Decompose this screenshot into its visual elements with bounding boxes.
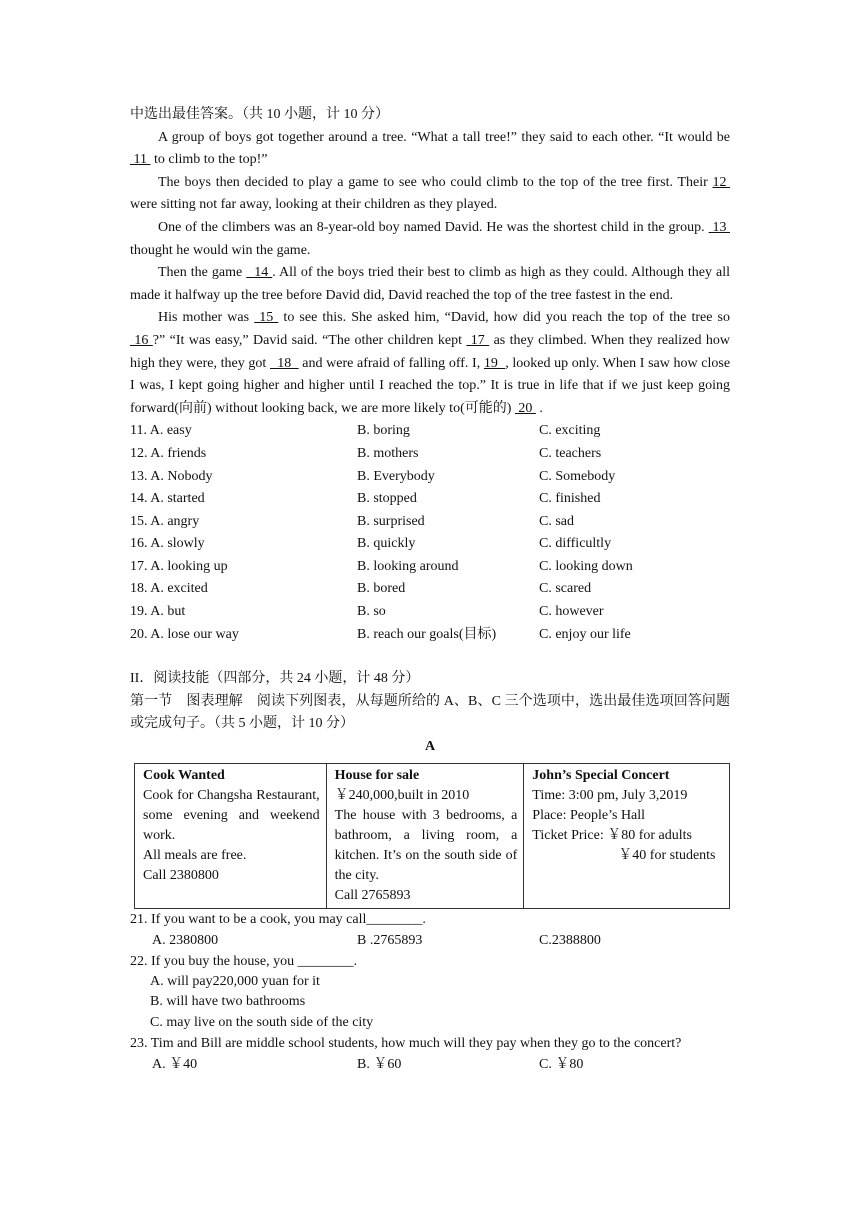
blank-15: 15	[254, 310, 279, 326]
option-row-17: 17. A. looking up B. looking around C. looking down	[130, 558, 633, 574]
blank-16: 16	[130, 332, 153, 348]
question-21-options: A. 2380800 B .2765893 C.2388800	[152, 932, 601, 948]
ad-house-for-sale	[326, 763, 524, 908]
ad-concert	[524, 763, 730, 908]
cloze-options	[130, 420, 730, 646]
blank-17: 17	[466, 332, 490, 348]
cloze-paragraph-5: His mother was 15 to see this. She asked him, “David, how did you reach the top of the tree so 16 ?” “It was easy,” David said. “The other children kept 17 as they climbed. When they realized how high they were, they got 18 and were afraid of falling off. I, 19 , looked up only. When I saw how close I was, I kept going higher and higher until I reached the top.” It is true in life that if we just keep going forward(向前) without looking back, we are more likely to(可能的) 20 .	[130, 310, 731, 416]
ad-concert-price-adults: Ticket Price: ￥80 for adults	[532, 827, 692, 843]
ad-cook-meals: All meals are free.	[143, 847, 247, 863]
question-23: 23. Tim and Bill are middle school students, how much will they pay when they go to the concert?	[130, 1036, 682, 1052]
question-21: 21. If you want to be a cook, you may call________.	[130, 911, 426, 927]
ad-cook-body: Cook for Changsha Restaurant, some evening and weekend work.	[143, 787, 320, 843]
cloze-paragraph-3: One of the climbers was an 8-year-old boy named David. He was the shortest child in the group. 13 thought he would win the game.	[130, 219, 731, 258]
option-row-15: 15. A. angry B. surprised C. sad	[130, 513, 574, 529]
ad-concert-title: John’s Special Concert	[532, 767, 670, 783]
blank-19: 19	[483, 355, 506, 371]
ad-cook-call: Call 2380800	[143, 867, 219, 883]
option-row-16: 16. A. slowly B. quickly C. difficultly	[130, 536, 612, 552]
question-22-option-b: B. will have two bathrooms	[150, 994, 306, 1010]
option-row-11: 11. A. easy B. boring C. exciting	[130, 423, 601, 439]
ad-cook-wanted	[135, 763, 327, 908]
question-22-option-a: A. will pay220,000 yuan for it	[150, 973, 320, 989]
ad-cook-title: Cook Wanted	[143, 767, 225, 783]
reading-part-title: 第一节 图表理解 阅读下列图表，从每题所给的 A、B、C 三个选项中，选出最佳选项回答问题或完成句子。（共 5 小题，计 10 分）	[130, 693, 730, 732]
ads-table	[134, 763, 730, 909]
blank-18: 18	[269, 355, 299, 371]
question-22: 22. If you buy the house, you ________.	[130, 953, 358, 969]
cloze-instruction: 中选出最佳答案。（共 10 小题，计 10 分）	[130, 107, 389, 122]
blank-13: 13	[708, 219, 731, 235]
ad-concert-time: Time: 3:00 pm, July 3,2019	[532, 787, 688, 803]
reading-section-title: II．阅读技能（四部分，共 24 小题，计 48 分）	[130, 671, 420, 687]
option-row-18: 18. A. excited B. bored C. scared	[130, 581, 592, 597]
exam-content	[130, 104, 730, 1075]
blank-11: 11	[130, 152, 151, 168]
question-22-option-c: C. may live on the south side of the city	[150, 1014, 374, 1030]
option-row-12: 12. A. friends B. mothers C. teachers	[130, 445, 602, 461]
ad-house-title: House for sale	[334, 767, 420, 783]
cloze-paragraph-4: Then the game 14 . All of the boys tried their best to climb as high as they could. Although they all made it halfway up the tree before David did, David reached the top of the tree fastest in the end.	[130, 265, 731, 303]
passage-label: A	[424, 739, 436, 755]
ad-house-price: ￥240,000,built in 2010	[334, 787, 470, 803]
ad-house-call: Call 2765893	[334, 887, 411, 903]
option-row-13: 13. A. Nobody B. Everybody C. Somebody	[130, 468, 616, 484]
cloze-paragraph-1: A group of boys got together around a tree. “What a tall tree!” they said to each other. “It would be 11 to climb to the top!”	[130, 129, 730, 168]
blank-14: 14	[246, 265, 273, 281]
ad-house-body: The house with 3 bedrooms, a bathroom, a living room, a kitchen. It’s on the south side of the city.	[334, 807, 518, 883]
blank-20: 20	[514, 400, 536, 416]
question-23-options: A. ￥40 B. ￥60 C. ￥80	[152, 1057, 584, 1073]
ad-concert-place: Place: People’s Hall	[532, 807, 646, 823]
ad-concert-price-students: ￥40 for students	[618, 847, 716, 863]
option-row-14: 14. A. started B. stopped C. finished	[130, 491, 601, 507]
option-row-20: 20. A. lose our way B. reach our goals(目标) C. enjoy our life	[130, 626, 631, 642]
cloze-paragraph-2: The boys then decided to play a game to see who could climb to the top of the tree first. Their 12 were sitting not far away, looking at their children as they played.	[130, 174, 730, 213]
option-row-19: 19. A. but B. so C. however	[130, 604, 604, 620]
blank-12: 12	[712, 174, 730, 190]
